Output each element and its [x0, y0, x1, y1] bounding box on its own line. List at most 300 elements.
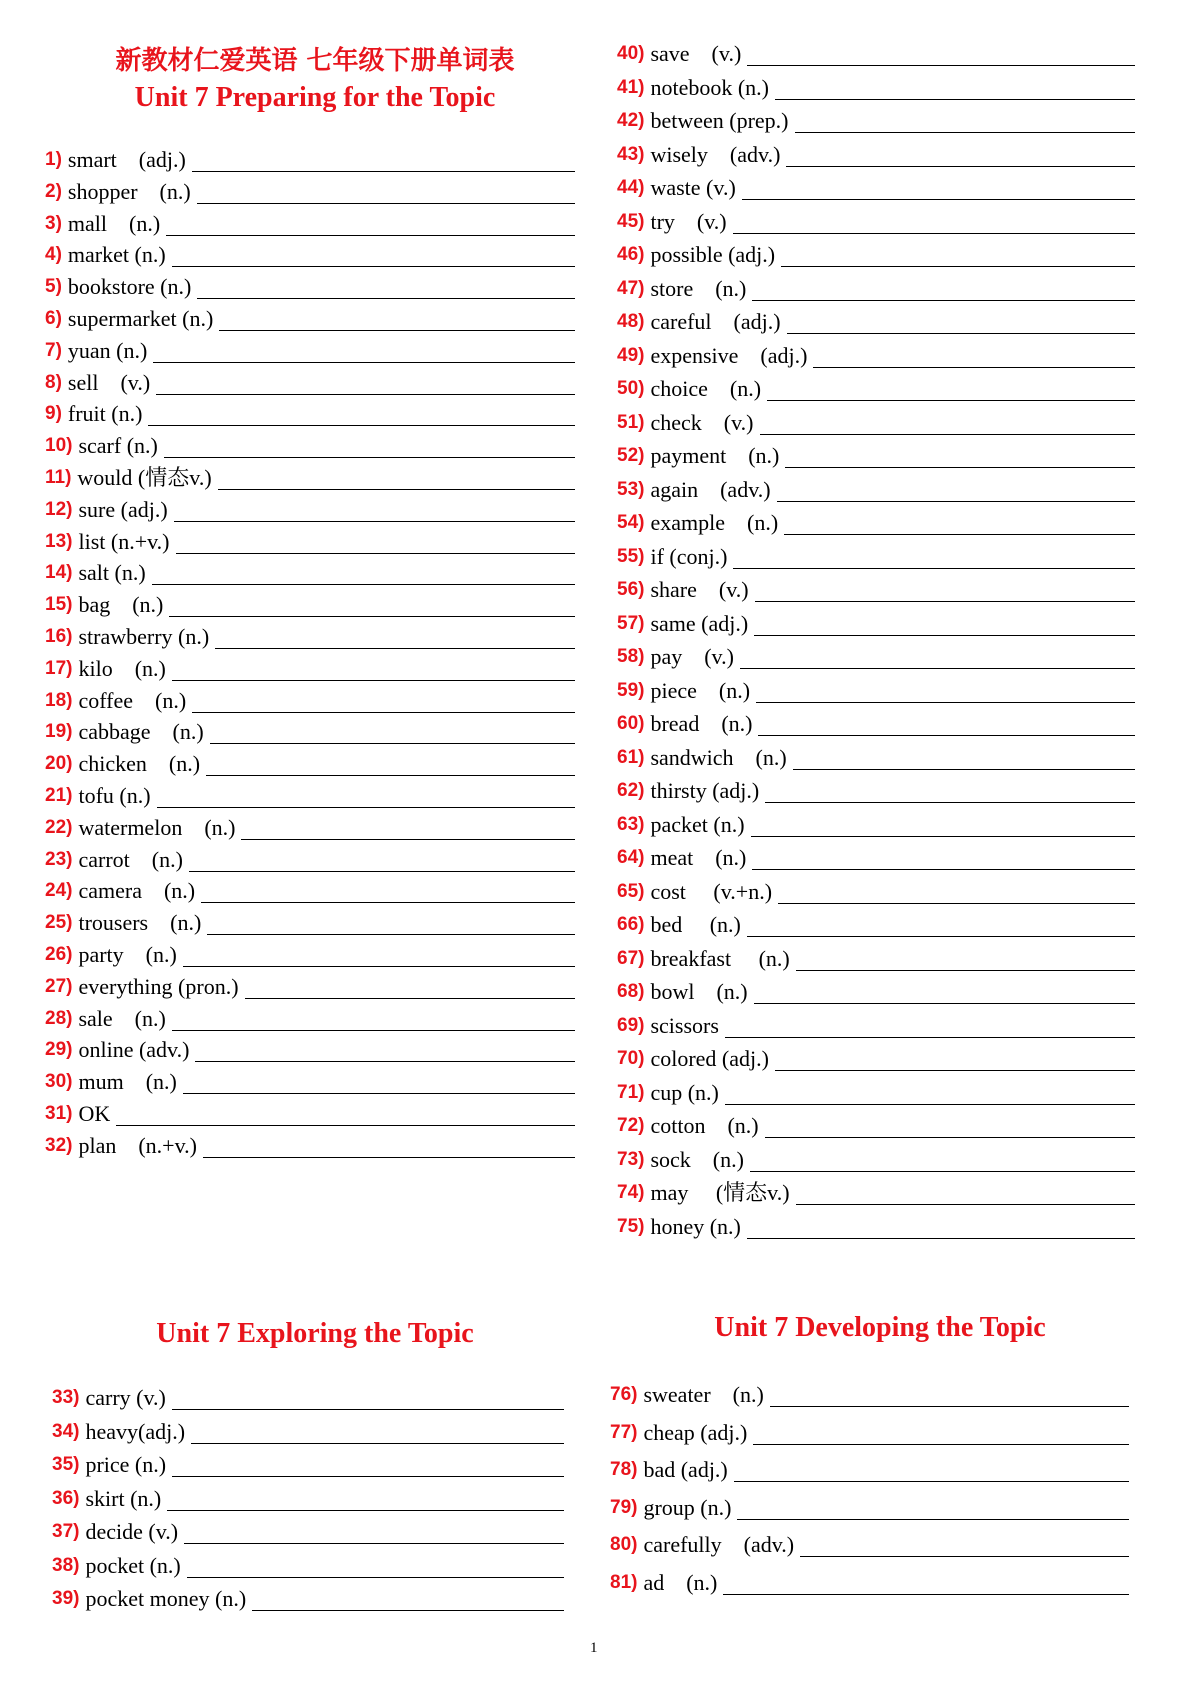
document-title: 新教材仁爱英语 七年级下册单词表 — [115, 46, 515, 76]
answer-blank-line[interactable] — [756, 680, 1135, 703]
vocab-number: 27) — [45, 975, 73, 997]
vocab-row — [617, 103, 1135, 133]
vocab-row — [45, 1001, 575, 1031]
vocab-word: again (adv.) — [650, 476, 771, 502]
vocab-word: cheap (adj.) — [643, 1419, 748, 1445]
vocab-number: 48) — [617, 311, 645, 332]
vocab-word: sale (n.) — [78, 1005, 166, 1031]
vocab-word: careful (adj.) — [650, 309, 781, 334]
answer-blank-line[interactable] — [767, 378, 1135, 401]
answer-blank-line[interactable] — [183, 1071, 575, 1094]
vocab-word: bowl (n.) — [650, 979, 748, 1004]
answer-blank-line[interactable] — [157, 785, 575, 808]
vocab-row — [52, 1414, 564, 1444]
vocab-number: 44) — [617, 177, 645, 198]
vocab-word: same (adj.) — [650, 610, 749, 636]
vocab-word: everything (pron.) — [78, 973, 239, 999]
vocab-word: meat (n.) — [650, 845, 747, 870]
vocab-row — [52, 1447, 564, 1477]
vocab-word: scarf (n.) — [78, 433, 158, 459]
vocab-row — [617, 438, 1135, 468]
vocab-number: 46) — [617, 244, 645, 265]
vocab-number: 79) — [610, 1496, 638, 1518]
vocab-number: 17) — [45, 657, 73, 679]
vocab-row — [45, 428, 575, 458]
vocab-word: yuan (n.) — [67, 337, 148, 363]
vocab-number: 19) — [45, 721, 73, 743]
vocab-word: chicken (n.) — [78, 751, 201, 777]
answer-blank-line[interactable] — [777, 479, 1135, 502]
vocab-number: 72) — [617, 1115, 645, 1136]
vocab-word: scissors — [650, 1012, 719, 1038]
answer-blank-line[interactable] — [192, 690, 575, 713]
answer-blank-line[interactable] — [195, 1039, 575, 1062]
vocab-number: 6) — [45, 308, 62, 329]
vocab-number: 61) — [617, 746, 645, 768]
vocab-word: payment (n.) — [650, 443, 780, 468]
vocab-word: sock (n.) — [650, 1146, 744, 1172]
vocab-row — [617, 371, 1135, 401]
answer-blank-line[interactable] — [793, 747, 1135, 770]
vocab-row — [617, 1209, 1135, 1239]
vocab-row — [45, 460, 575, 490]
vocab-word: possible (adj.) — [650, 242, 776, 267]
answer-blank-line[interactable] — [787, 311, 1135, 334]
answer-blank-line[interactable] — [172, 1454, 564, 1477]
vocab-word: shopper (n.) — [67, 178, 191, 204]
answer-blank-line[interactable] — [758, 713, 1135, 736]
vocab-row — [617, 974, 1135, 1004]
vocab-row — [45, 937, 575, 967]
vocab-row — [617, 706, 1135, 736]
vocab-word: OK — [78, 1101, 111, 1126]
vocab-number: 42) — [617, 110, 645, 131]
vocab-row — [617, 170, 1135, 200]
vocab-row — [617, 472, 1135, 502]
vocab-word: sell (v.) — [67, 369, 151, 395]
vocab-number: 15) — [45, 594, 73, 616]
answer-blank-line[interactable] — [765, 780, 1135, 803]
vocab-word: smart (adj.) — [67, 147, 186, 172]
vocab-word: mall (n.) — [67, 210, 161, 236]
vocab-word: bad (adj.) — [643, 1457, 728, 1482]
vocab-word: share (v.) — [650, 577, 749, 602]
vocab-number: 53) — [617, 478, 645, 500]
vocab-word: breakfast (n.) — [650, 945, 790, 971]
vocab-row — [617, 70, 1135, 100]
answer-blank-line[interactable] — [733, 211, 1135, 234]
vocab-word: cost (v.+n.) — [650, 878, 773, 904]
answer-blank-line[interactable] — [781, 244, 1135, 267]
answer-blank-line[interactable] — [215, 626, 575, 649]
answer-blank-line[interactable] — [784, 512, 1135, 535]
vocab-row — [610, 1377, 1129, 1407]
vocab-number: 49) — [617, 344, 645, 366]
vocab-number: 41) — [617, 76, 645, 98]
vocab-number: 29) — [45, 1039, 73, 1061]
vocab-row — [617, 572, 1135, 602]
vocab-row — [610, 1527, 1129, 1557]
vocab-word: packet (n.) — [650, 811, 745, 837]
vocab-word: mum (n.) — [78, 1069, 177, 1095]
vocab-number: 10) — [45, 435, 73, 457]
vocab-number: 32) — [45, 1134, 73, 1156]
vocab-word: example (n.) — [650, 510, 779, 535]
vocab-row — [52, 1548, 564, 1578]
vocab-word: cup (n.) — [650, 1079, 719, 1105]
vocab-number: 55) — [617, 545, 645, 567]
vocab-word: kilo (n.) — [78, 655, 166, 681]
answer-blank-line[interactable] — [197, 276, 575, 299]
vocab-row — [45, 587, 575, 617]
answer-blank-line[interactable] — [203, 1135, 575, 1158]
answer-blank-line[interactable] — [172, 1008, 575, 1031]
vocab-word: camera (n.) — [78, 878, 196, 904]
vocab-row — [617, 505, 1135, 535]
vocab-word: sandwich (n.) — [650, 744, 787, 770]
vocab-word: sure (adj.) — [78, 496, 168, 522]
vocab-number: 14) — [45, 562, 73, 584]
vocab-number: 45) — [617, 210, 645, 232]
vocab-row — [45, 142, 575, 172]
vocab-word: skirt (n.) — [85, 1485, 162, 1511]
vocab-row — [617, 807, 1135, 837]
vocab-row — [617, 1175, 1135, 1205]
vocab-row — [45, 1032, 575, 1062]
answer-blank-line[interactable] — [176, 531, 576, 554]
answer-blank-line[interactable] — [813, 345, 1135, 368]
answer-blank-line[interactable] — [148, 403, 575, 426]
vocab-number: 71) — [617, 1081, 645, 1103]
vocab-number: 67) — [617, 947, 645, 969]
answer-blank-line[interactable] — [751, 814, 1135, 837]
vocab-row — [52, 1581, 564, 1611]
vocab-row — [617, 606, 1135, 636]
vocab-row — [45, 1096, 575, 1126]
vocab-word: heavy(adj.) — [85, 1418, 186, 1444]
answer-blank-line[interactable] — [172, 1387, 564, 1410]
answer-blank-line[interactable] — [192, 149, 575, 172]
answer-blank-line[interactable] — [796, 948, 1135, 971]
answer-blank-line[interactable] — [775, 1048, 1135, 1071]
answer-blank-line[interactable] — [723, 1572, 1129, 1595]
answer-blank-line[interactable] — [778, 881, 1135, 904]
vocab-row — [45, 810, 575, 840]
answer-blank-line[interactable] — [800, 1534, 1129, 1557]
vocab-word: store (n.) — [650, 275, 747, 301]
vocab-word: decide (v.) — [85, 1519, 179, 1544]
vocab-word: market (n.) — [67, 242, 166, 268]
vocab-row — [45, 778, 575, 808]
answer-blank-line[interactable] — [210, 721, 575, 744]
answer-blank-line[interactable] — [153, 340, 575, 363]
vocab-number: 40) — [617, 43, 645, 64]
answer-blank-line[interactable] — [218, 467, 575, 490]
answer-blank-line[interactable] — [725, 1082, 1135, 1105]
vocab-number: 73) — [617, 1148, 645, 1170]
vocab-word: bag (n.) — [78, 592, 164, 618]
vocab-number: 78) — [610, 1459, 638, 1480]
vocab-number: 34) — [52, 1420, 80, 1442]
vocab-row — [45, 619, 575, 649]
vocab-row — [617, 1142, 1135, 1172]
answer-blank-line[interactable] — [752, 278, 1135, 301]
vocab-number: 23) — [45, 848, 73, 870]
vocab-number: 70) — [617, 1048, 645, 1069]
vocab-row — [45, 269, 575, 299]
vocab-word: ad (n.) — [643, 1569, 718, 1595]
vocab-number: 68) — [617, 981, 645, 1002]
answer-blank-line[interactable] — [189, 849, 575, 872]
vocab-word: coffee (n.) — [78, 687, 187, 713]
vocab-word: salt (n.) — [78, 560, 146, 586]
vocab-row — [45, 714, 575, 744]
vocab-row — [617, 271, 1135, 301]
answer-blank-line[interactable] — [786, 144, 1135, 167]
answer-blank-line[interactable] — [152, 562, 575, 585]
vocab-row — [617, 1008, 1135, 1038]
answer-blank-line[interactable] — [750, 1149, 1135, 1172]
vocab-word: cabbage (n.) — [78, 719, 204, 745]
vocab-number: 76) — [610, 1384, 638, 1405]
vocab-number: 24) — [45, 880, 73, 902]
vocab-number: 63) — [617, 813, 645, 835]
answer-blank-line[interactable] — [219, 308, 575, 331]
vocab-number: 36) — [52, 1487, 80, 1509]
vocab-number: 57) — [617, 612, 645, 634]
answer-blank-line[interactable] — [770, 1384, 1129, 1407]
vocab-row — [617, 874, 1135, 904]
answer-blank-line[interactable] — [172, 658, 575, 681]
answer-blank-line[interactable] — [785, 445, 1135, 468]
vocab-number: 47) — [617, 277, 645, 299]
vocab-number: 1) — [45, 149, 62, 170]
vocab-word: cotton (n.) — [650, 1113, 759, 1138]
vocab-word: party (n.) — [78, 942, 177, 967]
vocab-row — [617, 773, 1135, 803]
vocab-row — [45, 969, 575, 999]
answer-blank-line[interactable] — [187, 1555, 564, 1578]
vocab-row — [617, 1075, 1135, 1105]
vocab-row — [617, 673, 1135, 703]
vocab-number: 69) — [617, 1014, 645, 1036]
vocab-word: colored (adj.) — [650, 1046, 769, 1071]
vocab-number: 7) — [45, 339, 62, 361]
answer-blank-line[interactable] — [184, 1521, 564, 1544]
answer-blank-line[interactable] — [754, 613, 1135, 636]
vocab-number: 62) — [617, 780, 645, 801]
vocab-number: 81) — [610, 1571, 638, 1593]
vocab-row — [610, 1415, 1129, 1445]
vocab-number: 16) — [45, 626, 73, 647]
answer-blank-line[interactable] — [747, 43, 1135, 66]
answer-blank-line[interactable] — [207, 912, 575, 935]
answer-blank-line[interactable] — [752, 847, 1135, 870]
answer-blank-line[interactable] — [116, 1103, 575, 1126]
vocab-number: 43) — [617, 143, 645, 165]
answer-blank-line[interactable] — [245, 976, 575, 999]
vocab-number: 31) — [45, 1103, 73, 1124]
vocab-number: 60) — [617, 713, 645, 734]
vocab-row — [45, 237, 575, 267]
vocab-row — [617, 740, 1135, 770]
vocab-word: notebook (n.) — [650, 74, 769, 100]
vocab-row — [45, 396, 575, 426]
vocab-row — [617, 840, 1135, 870]
vocab-row — [45, 842, 575, 872]
vocab-row — [45, 873, 575, 903]
answer-blank-line[interactable] — [733, 546, 1135, 569]
vocab-number: 39) — [52, 1588, 80, 1609]
answer-blank-line[interactable] — [725, 1015, 1135, 1038]
vocab-number: 4) — [45, 244, 62, 266]
vocab-number: 21) — [45, 785, 73, 806]
vocab-number: 64) — [617, 847, 645, 868]
vocab-row — [45, 683, 575, 713]
vocab-word: bread (n.) — [650, 711, 753, 736]
answer-blank-line[interactable] — [172, 244, 575, 267]
answer-blank-line[interactable] — [795, 110, 1135, 133]
answer-blank-line[interactable] — [754, 981, 1135, 1004]
vocab-row — [45, 492, 575, 522]
vocab-number: 75) — [617, 1215, 645, 1237]
vocab-row — [617, 941, 1135, 971]
vocab-word: if (conj.) — [650, 543, 728, 569]
vocab-row — [45, 174, 575, 204]
vocab-number: 3) — [45, 212, 62, 234]
answer-blank-line[interactable] — [760, 412, 1136, 435]
answer-blank-line[interactable] — [241, 817, 575, 840]
vocab-word: bed (n.) — [650, 912, 741, 937]
vocab-number: 54) — [617, 512, 645, 533]
page-number: 1 — [590, 1640, 598, 1656]
answer-blank-line[interactable] — [765, 1115, 1135, 1138]
answer-blank-line[interactable] — [164, 435, 575, 458]
vocab-row — [617, 304, 1135, 334]
vocab-word: trousers (n.) — [78, 910, 202, 936]
answer-blank-line[interactable] — [755, 579, 1135, 602]
vocab-number: 13) — [45, 530, 73, 552]
vocab-number: 58) — [617, 646, 645, 667]
vocab-number: 30) — [45, 1071, 73, 1093]
vocab-row — [52, 1380, 564, 1410]
vocab-number: 35) — [52, 1454, 80, 1475]
answer-blank-line[interactable] — [775, 77, 1135, 100]
vocab-row — [617, 338, 1135, 368]
vocab-word: may (情态v.) — [650, 1180, 790, 1205]
vocab-number: 20) — [45, 753, 73, 775]
answer-blank-line[interactable] — [166, 213, 575, 236]
answer-blank-line[interactable] — [747, 1216, 1135, 1239]
vocab-word: try (v.) — [650, 208, 727, 234]
vocab-number: 51) — [617, 411, 645, 433]
vocab-number: 38) — [52, 1554, 80, 1576]
vocab-word: group (n.) — [643, 1494, 732, 1520]
vocab-row — [610, 1452, 1129, 1482]
answer-blank-line[interactable] — [742, 177, 1135, 200]
section-title-preparing: Unit 7 Preparing for the Topic — [134, 82, 496, 113]
vocab-word: between (prep.) — [650, 108, 789, 133]
vocab-word: plan (n.+v.) — [78, 1132, 197, 1158]
vocab-row — [617, 639, 1135, 669]
vocab-word: list (n.+v.) — [78, 528, 170, 554]
vocab-word: honey (n.) — [650, 1213, 741, 1239]
answer-blank-line[interactable] — [183, 944, 575, 967]
answer-blank-line[interactable] — [174, 499, 575, 522]
answer-blank-line[interactable] — [156, 372, 575, 395]
vocab-number: 8) — [45, 371, 62, 393]
vocab-number: 74) — [617, 1182, 645, 1203]
vocab-number: 65) — [617, 880, 645, 902]
vocab-row — [45, 1064, 575, 1094]
vocab-number: 50) — [617, 378, 645, 399]
vocab-row — [45, 206, 575, 236]
answer-blank-line[interactable] — [734, 1459, 1129, 1482]
vocab-word: carrot (n.) — [78, 846, 183, 872]
vocab-number: 56) — [617, 579, 645, 600]
vocab-word: carefully (adv.) — [643, 1532, 795, 1557]
vocab-word: carry (v.) — [85, 1385, 166, 1410]
vocab-word: bookstore (n.) — [67, 274, 192, 300]
answer-blank-line[interactable] — [197, 181, 575, 204]
vocab-number: 52) — [617, 445, 645, 466]
vocab-word: watermelon (n.) — [78, 814, 236, 840]
section-title-developing: Unit 7 Developing the Topic — [714, 1312, 1046, 1343]
vocab-row — [45, 555, 575, 585]
vocab-row — [617, 405, 1135, 435]
vocab-number: 9) — [45, 403, 62, 425]
vocab-row — [45, 524, 575, 554]
vocab-row — [45, 365, 575, 395]
vocab-row — [617, 204, 1135, 234]
vocab-word: waste (v.) — [650, 175, 736, 200]
answer-blank-line[interactable] — [753, 1422, 1129, 1445]
answer-blank-line[interactable] — [206, 753, 575, 776]
answer-blank-line[interactable] — [167, 1488, 564, 1511]
vocab-number: 77) — [610, 1421, 638, 1443]
vocab-number: 28) — [45, 1007, 73, 1029]
vocab-number: 59) — [617, 679, 645, 701]
vocab-word: save (v.) — [650, 41, 742, 66]
vocab-word: pocket money (n.) — [85, 1586, 247, 1611]
vocab-row — [617, 1041, 1135, 1071]
vocab-word: wisely (adv.) — [650, 141, 781, 167]
answer-blank-line[interactable] — [191, 1421, 564, 1444]
answer-blank-line[interactable] — [252, 1588, 564, 1611]
answer-blank-line[interactable] — [169, 594, 575, 617]
vocab-row — [45, 301, 575, 331]
vocab-row — [617, 1108, 1135, 1138]
vocab-row — [610, 1565, 1129, 1595]
vocab-row — [617, 539, 1135, 569]
vocab-word: would (情态v.) — [77, 465, 212, 490]
vocab-number: 25) — [45, 912, 73, 934]
vocab-number: 66) — [617, 914, 645, 935]
vocab-word: choice (n.) — [650, 376, 762, 401]
answer-blank-line[interactable] — [747, 914, 1135, 937]
vocab-number: 22) — [45, 816, 73, 838]
answer-blank-line[interactable] — [796, 1182, 1135, 1205]
vocab-row — [45, 333, 575, 363]
vocab-row — [52, 1514, 564, 1544]
answer-blank-line[interactable] — [737, 1497, 1129, 1520]
answer-blank-line[interactable] — [740, 646, 1135, 669]
vocab-word: pay (v.) — [650, 644, 734, 669]
vocab-word: thirsty (adj.) — [650, 778, 760, 803]
vocab-number: 5) — [45, 276, 62, 298]
vocab-row — [617, 907, 1135, 937]
answer-blank-line[interactable] — [201, 880, 575, 903]
